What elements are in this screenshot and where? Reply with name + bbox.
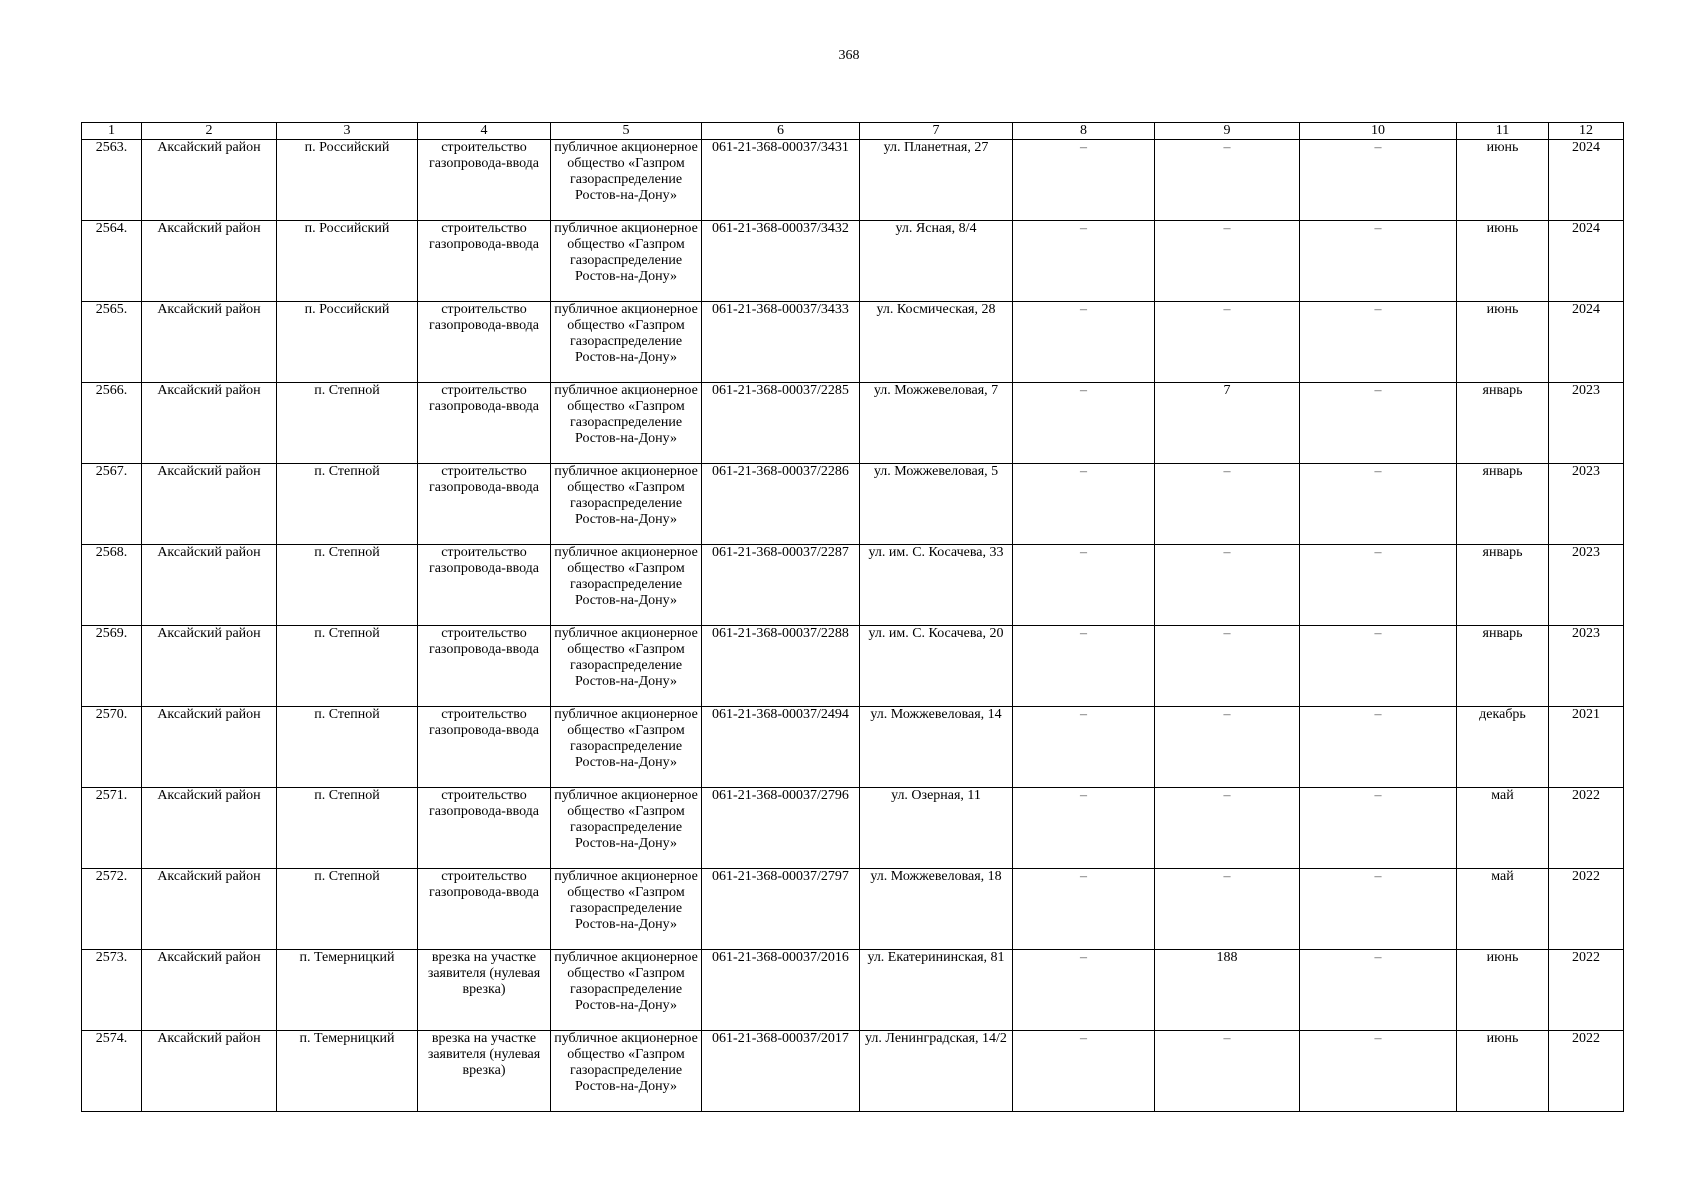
settlement-cell: п. Степной xyxy=(277,383,418,464)
table-row xyxy=(82,626,1624,707)
row-number: 2572. xyxy=(82,869,142,950)
year-cell: 2021 xyxy=(1549,707,1624,788)
address-cell: ул. Можжевеловая, 14 xyxy=(860,707,1013,788)
column-8-cell: – xyxy=(1013,383,1155,464)
registry-code-cell: 061-21-368-00037/2017 xyxy=(702,1031,860,1112)
column-header-5: 5 xyxy=(551,123,702,140)
work-type-cell: врезка на участке заявителя (нулевая врезка) xyxy=(418,1031,551,1112)
column-9-cell: – xyxy=(1155,545,1300,626)
column-9-cell: 7 xyxy=(1155,383,1300,464)
column-10-cell: – xyxy=(1300,626,1457,707)
organization-cell: публичное акционерное общество «Газпром газораспределение Ростов-на-Дону» xyxy=(551,545,702,626)
year-cell: 2023 xyxy=(1549,626,1624,707)
organization-cell: публичное акционерное общество «Газпром газораспределение Ростов-на-Дону» xyxy=(551,1031,702,1112)
column-10-cell: – xyxy=(1300,545,1457,626)
table-body xyxy=(82,140,1624,1112)
work-type-cell: строительство газопровода-ввода xyxy=(418,140,551,221)
column-10-cell: – xyxy=(1300,950,1457,1031)
row-number: 2563. xyxy=(82,140,142,221)
column-8-cell: – xyxy=(1013,221,1155,302)
column-header-8: 8 xyxy=(1013,123,1155,140)
organization-cell: публичное акционерное общество «Газпром газораспределение Ростов-на-Дону» xyxy=(551,140,702,221)
organization-cell: публичное акционерное общество «Газпром газораспределение Ростов-на-Дону» xyxy=(551,950,702,1031)
work-type-cell: строительство газопровода-ввода xyxy=(418,788,551,869)
year-cell: 2024 xyxy=(1549,302,1624,383)
column-9-cell: – xyxy=(1155,464,1300,545)
organization-cell: публичное акционерное общество «Газпром газораспределение Ростов-на-Дону» xyxy=(551,221,702,302)
organization-cell: публичное акционерное общество «Газпром газораспределение Ростов-на-Дону» xyxy=(551,302,702,383)
address-cell: ул. Ясная, 8/4 xyxy=(860,221,1013,302)
district-cell: Аксайский район xyxy=(142,545,277,626)
year-cell: 2024 xyxy=(1549,140,1624,221)
column-10-cell: – xyxy=(1300,707,1457,788)
column-9-cell: – xyxy=(1155,707,1300,788)
month-cell: июнь xyxy=(1457,140,1549,221)
settlement-cell: п. Степной xyxy=(277,788,418,869)
settlement-cell: п. Российский xyxy=(277,221,418,302)
row-number: 2565. xyxy=(82,302,142,383)
header-row xyxy=(82,123,1624,140)
organization-cell: публичное акционерное общество «Газпром газораспределение Ростов-на-Дону» xyxy=(551,707,702,788)
register-table xyxy=(81,122,1624,1112)
address-cell: ул. Можжевеловая, 7 xyxy=(860,383,1013,464)
registry-code-cell: 061-21-368-00037/2288 xyxy=(702,626,860,707)
district-cell: Аксайский район xyxy=(142,464,277,545)
month-cell: январь xyxy=(1457,383,1549,464)
row-number: 2566. xyxy=(82,383,142,464)
column-8-cell: – xyxy=(1013,140,1155,221)
address-cell: ул. Екатерининская, 81 xyxy=(860,950,1013,1031)
work-type-cell: строительство газопровода-ввода xyxy=(418,707,551,788)
table-row xyxy=(82,869,1624,950)
address-cell: ул. им. С. Косачева, 33 xyxy=(860,545,1013,626)
work-type-cell: строительство газопровода-ввода xyxy=(418,869,551,950)
registry-code-cell: 061-21-368-00037/2797 xyxy=(702,869,860,950)
column-10-cell: – xyxy=(1300,302,1457,383)
organization-cell: публичное акционерное общество «Газпром газораспределение Ростов-на-Дону» xyxy=(551,464,702,545)
column-9-cell: – xyxy=(1155,302,1300,383)
district-cell: Аксайский район xyxy=(142,383,277,464)
registry-code-cell: 061-21-368-00037/3432 xyxy=(702,221,860,302)
settlement-cell: п. Степной xyxy=(277,545,418,626)
column-header-7: 7 xyxy=(860,123,1013,140)
month-cell: январь xyxy=(1457,464,1549,545)
row-number: 2567. xyxy=(82,464,142,545)
column-10-cell: – xyxy=(1300,140,1457,221)
row-number: 2569. xyxy=(82,626,142,707)
column-9-cell: 188 xyxy=(1155,950,1300,1031)
table-row xyxy=(82,383,1624,464)
registry-code-cell: 061-21-368-00037/2285 xyxy=(702,383,860,464)
district-cell: Аксайский район xyxy=(142,707,277,788)
column-header-4: 4 xyxy=(418,123,551,140)
settlement-cell: п. Темерницкий xyxy=(277,950,418,1031)
year-cell: 2023 xyxy=(1549,545,1624,626)
address-cell: ул. им. С. Косачева, 20 xyxy=(860,626,1013,707)
registry-code-cell: 061-21-368-00037/2796 xyxy=(702,788,860,869)
address-cell: ул. Ленинградская, 14/2 xyxy=(860,1031,1013,1112)
column-header-10: 10 xyxy=(1300,123,1457,140)
organization-cell: публичное акционерное общество «Газпром газораспределение Ростов-на-Дону» xyxy=(551,383,702,464)
work-type-cell: строительство газопровода-ввода xyxy=(418,302,551,383)
district-cell: Аксайский район xyxy=(142,221,277,302)
page-number: 368 xyxy=(838,48,860,63)
table-row xyxy=(82,545,1624,626)
registry-code-cell: 061-21-368-00037/2494 xyxy=(702,707,860,788)
column-header-11: 11 xyxy=(1457,123,1549,140)
registry-code-cell: 061-21-368-00037/2287 xyxy=(702,545,860,626)
organization-cell: публичное акционерное общество «Газпром газораспределение Ростов-на-Дону» xyxy=(551,788,702,869)
settlement-cell: п. Степной xyxy=(277,626,418,707)
table-row xyxy=(82,788,1624,869)
column-header-6: 6 xyxy=(702,123,860,140)
column-8-cell: – xyxy=(1013,788,1155,869)
column-8-cell: – xyxy=(1013,302,1155,383)
district-cell: Аксайский район xyxy=(142,1031,277,1112)
year-cell: 2022 xyxy=(1549,1031,1624,1112)
month-cell: январь xyxy=(1457,545,1549,626)
district-cell: Аксайский район xyxy=(142,302,277,383)
table-row xyxy=(82,1031,1624,1112)
settlement-cell: п. Российский xyxy=(277,302,418,383)
column-9-cell: – xyxy=(1155,626,1300,707)
address-cell: ул. Можжевеловая, 5 xyxy=(860,464,1013,545)
work-type-cell: строительство газопровода-ввода xyxy=(418,626,551,707)
month-cell: май xyxy=(1457,869,1549,950)
table-row xyxy=(82,140,1624,221)
column-10-cell: – xyxy=(1300,788,1457,869)
settlement-cell: п. Степной xyxy=(277,707,418,788)
column-8-cell: – xyxy=(1013,545,1155,626)
work-type-cell: строительство газопровода-ввода xyxy=(418,545,551,626)
address-cell: ул. Планетная, 27 xyxy=(860,140,1013,221)
address-cell: ул. Космическая, 28 xyxy=(860,302,1013,383)
row-number: 2570. xyxy=(82,707,142,788)
district-cell: Аксайский район xyxy=(142,869,277,950)
month-cell: декабрь xyxy=(1457,707,1549,788)
table-row xyxy=(82,950,1624,1031)
column-10-cell: – xyxy=(1300,383,1457,464)
column-10-cell: – xyxy=(1300,1031,1457,1112)
column-10-cell: – xyxy=(1300,221,1457,302)
column-9-cell: – xyxy=(1155,869,1300,950)
work-type-cell: врезка на участке заявителя (нулевая врезка) xyxy=(418,950,551,1031)
column-8-cell: – xyxy=(1013,1031,1155,1112)
registry-code-cell: 061-21-368-00037/2286 xyxy=(702,464,860,545)
column-10-cell: – xyxy=(1300,869,1457,950)
month-cell: июнь xyxy=(1457,221,1549,302)
column-9-cell: – xyxy=(1155,1031,1300,1112)
month-cell: июнь xyxy=(1457,302,1549,383)
work-type-cell: строительство газопровода-ввода xyxy=(418,383,551,464)
row-number: 2574. xyxy=(82,1031,142,1112)
row-number: 2571. xyxy=(82,788,142,869)
column-9-cell: – xyxy=(1155,140,1300,221)
column-8-cell: – xyxy=(1013,626,1155,707)
year-cell: 2022 xyxy=(1549,869,1624,950)
month-cell: июнь xyxy=(1457,1031,1549,1112)
table-row xyxy=(82,302,1624,383)
column-header-9: 9 xyxy=(1155,123,1300,140)
settlement-cell: п. Российский xyxy=(277,140,418,221)
column-9-cell: – xyxy=(1155,788,1300,869)
column-header-3: 3 xyxy=(277,123,418,140)
address-cell: ул. Озерная, 11 xyxy=(860,788,1013,869)
table-row xyxy=(82,707,1624,788)
column-9-cell: – xyxy=(1155,221,1300,302)
year-cell: 2022 xyxy=(1549,788,1624,869)
month-cell: январь xyxy=(1457,626,1549,707)
row-number: 2573. xyxy=(82,950,142,1031)
registry-code-cell: 061-21-368-00037/2016 xyxy=(702,950,860,1031)
column-8-cell: – xyxy=(1013,707,1155,788)
column-10-cell: – xyxy=(1300,464,1457,545)
district-cell: Аксайский район xyxy=(142,626,277,707)
year-cell: 2022 xyxy=(1549,950,1624,1031)
district-cell: Аксайский район xyxy=(142,950,277,1031)
table-row xyxy=(82,464,1624,545)
district-cell: Аксайский район xyxy=(142,788,277,869)
table-header xyxy=(82,123,1624,140)
settlement-cell: п. Темерницкий xyxy=(277,1031,418,1112)
month-cell: май xyxy=(1457,788,1549,869)
row-number: 2564. xyxy=(82,221,142,302)
registry-code-cell: 061-21-368-00037/3433 xyxy=(702,302,860,383)
column-8-cell: – xyxy=(1013,464,1155,545)
month-cell: июнь xyxy=(1457,950,1549,1031)
year-cell: 2024 xyxy=(1549,221,1624,302)
column-header-1: 1 xyxy=(82,123,142,140)
work-type-cell: строительство газопровода-ввода xyxy=(418,221,551,302)
address-cell: ул. Можжевеловая, 18 xyxy=(860,869,1013,950)
year-cell: 2023 xyxy=(1549,383,1624,464)
column-header-12: 12 xyxy=(1549,123,1624,140)
column-8-cell: – xyxy=(1013,869,1155,950)
organization-cell: публичное акционерное общество «Газпром газораспределение Ростов-на-Дону» xyxy=(551,869,702,950)
registry-code-cell: 061-21-368-00037/3431 xyxy=(702,140,860,221)
settlement-cell: п. Степной xyxy=(277,869,418,950)
table-row xyxy=(82,221,1624,302)
row-number: 2568. xyxy=(82,545,142,626)
work-type-cell: строительство газопровода-ввода xyxy=(418,464,551,545)
column-header-2: 2 xyxy=(142,123,277,140)
settlement-cell: п. Степной xyxy=(277,464,418,545)
district-cell: Аксайский район xyxy=(142,140,277,221)
organization-cell: публичное акционерное общество «Газпром газораспределение Ростов-на-Дону» xyxy=(551,626,702,707)
year-cell: 2023 xyxy=(1549,464,1624,545)
column-8-cell: – xyxy=(1013,950,1155,1031)
